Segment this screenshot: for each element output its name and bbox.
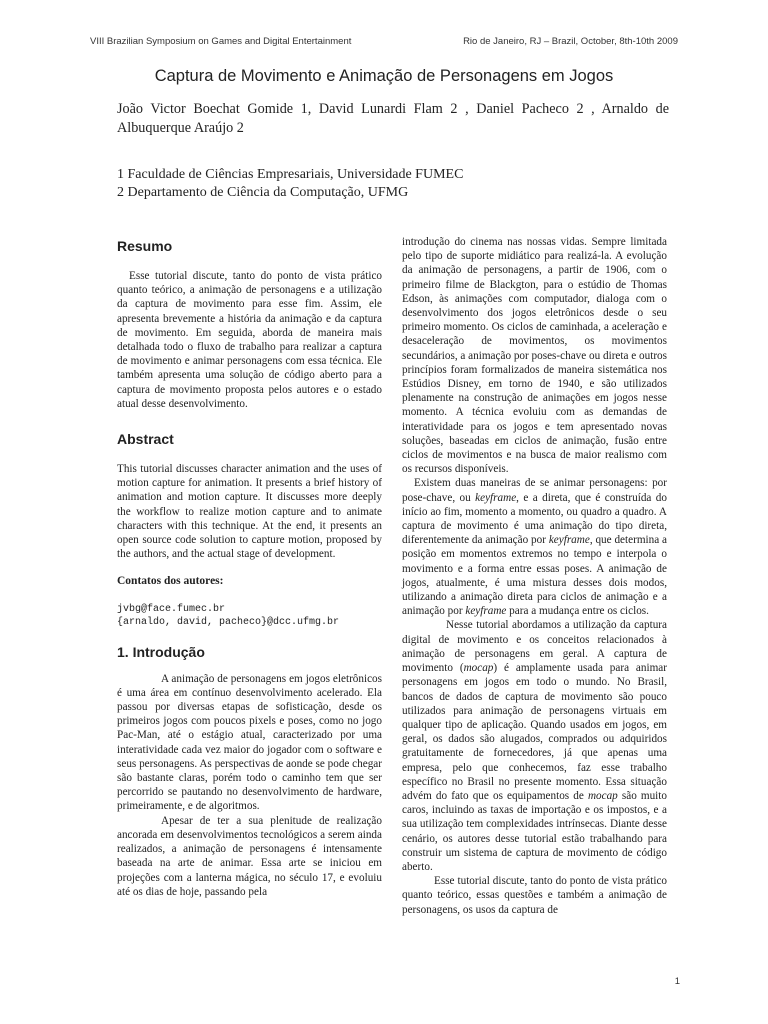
intro-paragraph-2: Apesar de ter a sua plenitude de realização ancorada em desenvolvimentos tecnológicos a serem ainda realizados, a animação de personagens é intensamente baseada na arte de animar. Essa arte se iniciou em projeções com a lanterna mágica, no século 17, e evoluiu até os dias de hoje, passando pela <box>117 814 382 898</box>
keyframe-term: keyframe <box>465 605 507 618</box>
intro-paragraph-1: A animação de personagens em jogos eletrônicos é uma área em contínuo desenvolvimento acelerado. Ela passou por diversas etapas de sofisticação, desde os primeiros jogos com poucos pixels e poses, como no jogo Pac-Man, até o estágio atual, caracterizado por uma interatividade cada vez maior do jogador com o software e seus personagens. As perspectivas de aonde se pode chegar são bastante claras, porém todo o caminho tem que ser percorrido se pautando no desenvolvimento de hardware, primeiramente, e de algoritmos. <box>117 672 382 813</box>
right-paragraph-4: Esse tutorial discute, tanto do ponto de vista prático quanto teórico, essas questões e também a animação de personagens, os usos da captura de <box>402 875 667 916</box>
abstract-paragraph: This tutorial discusses character animation and the uses of motion capture for animation. It presents a brief history of animation and motion capture. It discusses more deeply the workflow to realize motion capture and to animate characters with this technique. At the end, it presents an open source code solution to capture motion, proposed by the authors, and the actual stage of development. <box>117 463 382 561</box>
left-column <box>117 230 382 899</box>
resumo-heading: Resumo <box>117 238 173 254</box>
contact-email-1: jvbg@face.fumec.br <box>117 603 226 615</box>
mocap-term: mocap <box>463 662 494 675</box>
intro-heading: 1. Introdução <box>117 643 205 660</box>
keyframe-term: keyframe <box>548 534 590 547</box>
contacts-heading: Contatos dos autores: <box>117 575 224 588</box>
resumo-paragraph: Esse tutorial discute, tanto do ponto de vista prático quanto teórico, a animação de personagens e a utilização da captura de movimento para esse fim. Assim, ele apresenta brevemente a história da animação e da captura de movimento. Em seguida, aborda de maneira mais detalhada todo o fluxo de trabalho para realizar a captura de movimento e animar personagens com essa técnica. Ele também apresenta uma solução de código aberto para a captura de movimento proposta pelos autores e o estado atual desse desenvolvimento. <box>117 270 382 410</box>
page-number: 1 <box>674 976 680 987</box>
paper-title: Captura de Movimento e Animação de Personagens em Jogos <box>154 67 614 85</box>
right-paragraph-3: Nesse tutorial abordamos a utilização da captura digital de movimento e os conceitos relacionados à animação de personagens em geral. A captura de movimento (mocap) é amplamente usada para animar personagens em jogos em todo o mundo. No Brasil, bancos de dados de captura de movimento são pouco utilizados para animação de personagens virtuais em qualquer tipo de aplicação. Quando usados em jogos, em geral, os dados são alugados, comprados ou adquiridos gratuitamente de fornecedores, já que apenas uma empresa, pelo que conhecemos, faz esse trabalho específico no Brasil no presente momento. Essa situação advém do fato que os equipamentos de mocap são muito caros, incluindo as taxas de importação e os impostos, e a sua utilização tem complexidades intrínsecas. Diante desse cenário, os autores desse tutorial estão trabalhando para construir um sistema de captura de movimento de código aberto. <box>402 619 667 873</box>
keyframe-term: keyframe <box>475 491 517 504</box>
author-list: João Victor Boechat Gomide 1, David Lunardi Flam 2 , Daniel Pacheco 2 , Arnaldo de Albuquerque Araújo 2 <box>117 101 669 136</box>
abstract-heading: Abstract <box>117 431 174 448</box>
running-header-right: Rio de Janeiro, RJ – Brazil, October, 8th-10th 2009 <box>463 36 678 47</box>
mocap-term: mocap <box>587 789 618 802</box>
affiliation-1: 1 Faculdade de Ciências Empresariais, Universidade FUMEC <box>117 167 464 182</box>
running-header-left: VIII Brazilian Symposium on Games and Digital Entertainment <box>90 36 352 47</box>
right-paragraph-2: Existem duas maneiras de se animar personagens: por pose-chave, ou keyframe, e a direta, que é construída do início ao fim, momento a momento, ou quadro a quadro. A captura de movimento é uma animação do tipo direta, diferentemente da animação por keyframe, que determina a posição em momentos extremos no tempo e interpola o movimento e a forma entre essas poses. A animação de jogos, atualmente, é uma mistura desses dois modos, utilizando a animação direta para ciclos de animação e a animação por keyframe para a mudança entre os ciclos. <box>402 477 667 618</box>
right-paragraph-1: introdução do cinema nas nossas vidas. Sempre limitada pelo tipo de suporte midiático para realizá-la. A evolução da animação de personagens, a partir de 1906, com o primeiro filme de Blackgton, para o estúdio de Thomas Edson, às animações com computador, dialoga com o desenvolvimento dos jogos eletrônicos desde o seu primeiro momento. Os ciclos de caminhada, a aceleração e desaceleração de movimentos, os movimentos secundários, a animação por poses-chave ou direta e outros princípios foram formalizados de maneira sistemática nos Estúdios Disney, em torno de 1940, e são utilizados plenamente na construção de animações em jogos nesse momento. A técnica evoluiu com as demandas de interatividade para os jogos e tem apresentado novas soluções, baseadas em ciclos de animação, fusão entre ciclos de movimentos e na busca de maior realismo com os recursos disponíveis. <box>402 236 667 476</box>
contact-email-2: {arnaldo, david, pacheco}@dcc.ufmg.br <box>117 616 340 628</box>
affiliation-2: 2 Departamento de Ciência da Computação, UFMG <box>117 185 409 200</box>
right-column <box>402 235 667 917</box>
